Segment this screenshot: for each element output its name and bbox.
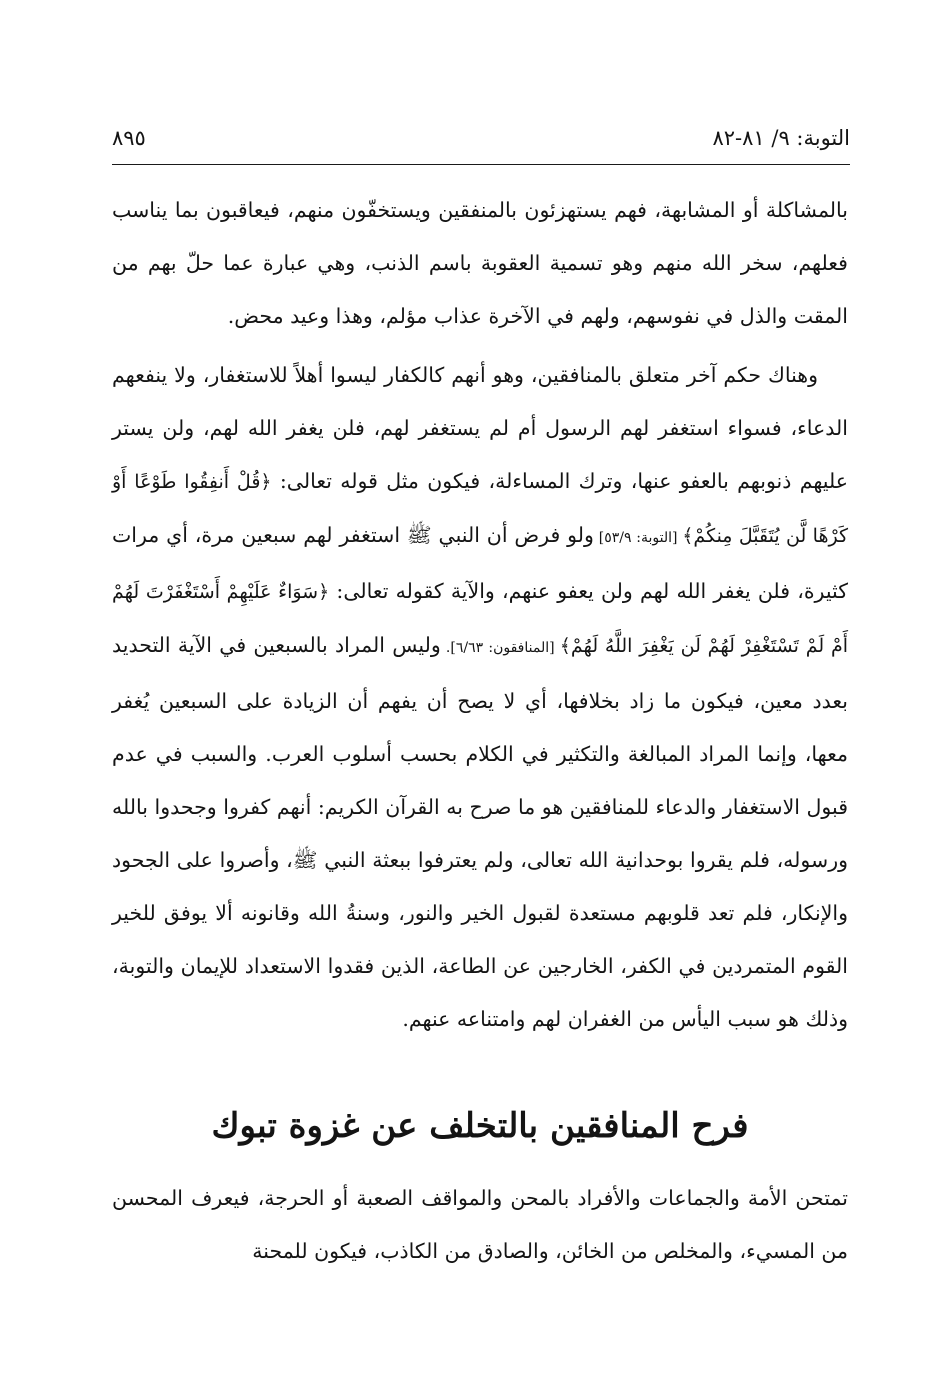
paragraph-2-part-3: وليس المراد بالسبعين في الآية التحديد بعدد معين، فيكون ما زاد بخلافها، أي لا يصح أن يفهم أن الزيادة على السبعين يُغفر معها، وإنما المراد المبالغة والتكثير في الكلام بحسب أسلوب العرب. والسبب في عدم قبول الاستغفار والدعاء للمنافقين هو ما صرح به القرآن الكريم: أنهم كفروا وجحدوا بالله ورسوله، فلم يقروا بوحدانية الله تعالى، ولم يعترفوا ببعثة النبي ﷺ، وأصروا على الجحود والإنكار، فلم تعد قلوبهم مستعدة لقبول الخير والنور، وسنةُ الله وقانونه ألا يوفق للخير القوم المتمردين في الكفر، الخارجين عن الطاعة، الذين فقدوا الاستعداد للإيمان والتوبة، وذلك هو سبب اليأس من الغفران لهم وامتناعه عنهم. <box>112 633 848 1031</box>
paragraph-2-part-1: وهناك حكم آخر متعلق بالمنافقين، وهو أنهم كالكفار ليسوا أهلاً للاستغفار، ولا ينفعهم الدعاء، فسواء استغفر لهم الرسول أم لم يستغفر لهم، فلن يغفر الله لهم، ولن يستر عليهم ذنوبهم بالعفو عنها، وترك المساءلة، فيكون مثل قوله تعالى: <box>112 363 848 493</box>
main-text <box>112 184 848 1046</box>
paragraph-1: بالمشاكلة أو المشابهة، فهم يستهزئون بالمنفقين ويستخفّون منهم، فيعاقبون بما يناسب فعلهم، سخر الله منهم وهو تسمية العقوبة باسم الذنب، وهي عبارة عما حلّ بهم من المقت والذل في نفوسهم، ولهم في الآخرة عذاب مؤلم، وهذا وعيد محض. <box>112 198 848 328</box>
paragraph-3: تمتحن الأمة والجماعات والأفراد بالمحن والمواقف الصعبة أو الحرجة، فيعرف المحسن من المسيء، والمخلص من الخائن، والصادق من الكاذب، فيكون للمحنة <box>112 1186 848 1263</box>
quran-quote-2: ﴿سَوَاءٌ عَلَيْهِمْ أَسْتَغْفَرْتَ لَهُمْ أَمْ لَمْ تَسْتَغْفِرْ لَهُمْ لَن يَغْفِرَ اللَّهُ لَهُمْ﴾ <box>112 581 848 657</box>
paragraph-2-part-2: ولو فرض أن النبي ﷺ استغفر لهم سبعين مرة، أي مرات كثيرة، فلن يغفر الله لهم ولن يعفو عنهم، والآية كقوله تعالى: <box>112 523 848 603</box>
section-heading: فرح المنافقين بالتخلف عن غزوة تبوك <box>211 1106 749 1146</box>
quran-reference-2: [المنافقون: ٦/٦٣]. <box>440 640 560 656</box>
page-number: ٨٩٥ <box>112 126 146 150</box>
paragraph-2 <box>112 349 848 1046</box>
header-divider <box>112 164 850 165</box>
quran-quote-1: ﴿قُلْ أَنفِقُوا طَوْعًا أَوْ كَرْهًا لَّن يُتَقَبَّلَ مِنكُمْ﴾ <box>112 471 848 547</box>
surah-reference: التوبة: ٩/ ٨١-٨٢ <box>712 126 850 150</box>
page-header <box>112 122 850 166</box>
section-text <box>112 1172 848 1278</box>
quran-reference-1: [التوبة: ٥٣/٩] <box>593 530 683 546</box>
